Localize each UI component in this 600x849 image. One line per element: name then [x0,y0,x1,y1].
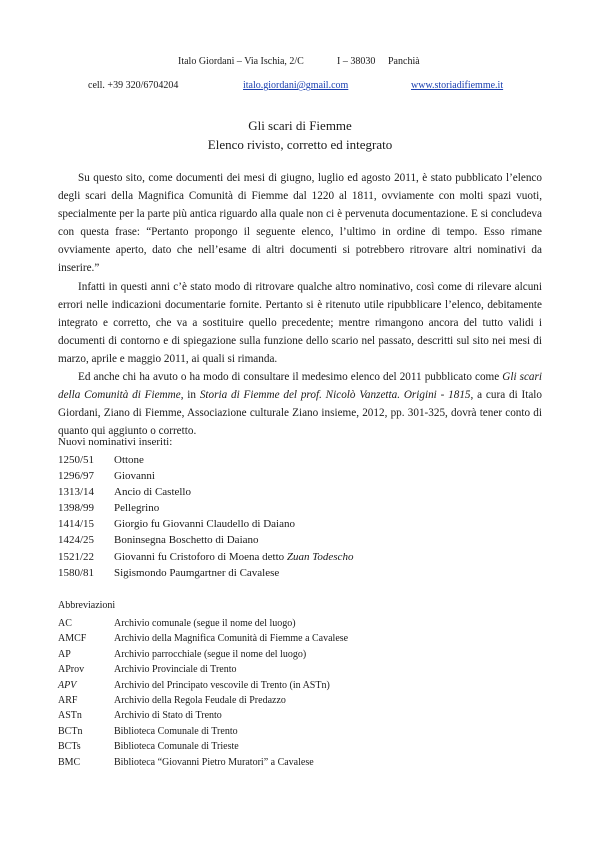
abbreviation-meaning: Biblioteca Comunale di Trieste [114,741,239,753]
paragraph-3-part-b: , in [180,389,200,402]
person-name: Giorgio fu Giovanni Claudello di Daiano [114,518,295,531]
abbreviation-meaning: Archivio comunale (segue il nome del luogo) [114,618,296,629]
person-name: Boninsegna Boschetto di Daiano [114,534,259,547]
years: 1414/15 [58,518,95,531]
document-title: Gli scari di Fiemme [248,118,352,133]
abbreviation-meaning: Archivio di Stato di Trento [114,710,222,722]
paragraph-3 [58,368,542,440]
abbreviation-meaning: Biblioteca Comunale di Trento [114,725,238,737]
abbreviation: AProv [58,664,85,676]
document-subtitle: Elenco rivisto, corretto ed integrato [207,137,393,152]
years: 1521/22 [58,550,95,563]
abbreviation: BCTs [58,741,81,753]
years: 1313/14 [58,486,95,499]
paragraph-3-italic-title: Gli scari della Comunità di Fiemme [58,371,542,402]
abbreviation: APV [58,679,77,691]
paragraph-3-part-c: , a cura di Italo Giordani, Ziano di Fiemme, Associazione culturale Ziano insieme, 2012, pp. 301-325, dovrà tener conto di quanto qui aggiunto o corretto. [58,389,543,438]
abbreviazioni-heading: Abbreviazioni [58,600,116,611]
abbreviation-meaning: Archivio Provinciale di Trento [114,664,237,676]
abbreviation: AP [58,648,71,660]
nominativi-heading: Nuovi nominativi inseriti: [58,436,173,448]
person-name: Ottone [114,454,144,466]
paragraph-1: Su questo sito, come documenti dei mesi di giugno, luglio ed agosto 2011, è stato pubblicato l’elenco degli scari della Magnifica Comunità di Fiemme dal 1220 al 1811, ovviamente con molti spazi vuoti, specialmente per la parte più antica riguardo alla quale non ci è pervenuta documentazione. E si concludeva con questa frase: “Pertanto propongo il seguente elenco, l’ultimo in ordine di tempo. Esso rimane ovviamente aperto, dato che nell’esame di altri documenti si potrebbero ritrovare altri nominativi da inserire.” [58,172,542,275]
abbreviation: BMC [58,756,81,768]
abbreviation-meaning: Archivio della Magnifica Comunità di Fiemme a Cavalese [114,633,349,645]
person-name: Giovanni fu Cristoforo di Moena detto Zuan Todescho [114,550,354,563]
abbreviation-meaning: Archivio del Principato vescovile di Trento (in ASTn) [114,679,330,691]
paragraph-3-italic-book: Storia di Fiemme del prof. Nicolò Vanzetta. Origini - 1815 [199,389,471,402]
abbreviation: AMCF [58,633,87,645]
years: 1398/99 [58,502,95,515]
abbreviation-meaning: Archivio della Regola Feudale di Predazzo [114,694,286,706]
abbreviation-meaning: Archivio parrocchiale (segue il nome del luogo) [114,648,307,660]
paragraph-2: Infatti in questi anni c’è stato modo di ritrovare qualche altro nominativo, così come di rilevare alcuni errori nelle indicazioni documentarie fornite. Pertanto si è ritenuto utile ripubblicare l’elenco, debitamente integrato e corretto, che va a sostituire quello precedente; mentre rimangono ancora del tutto validi i documenti di contorno e di spiegazione sulla funzione dello scario nel passato, descritti sul sito nei mesi di marzo, aprile e maggio 2011, ai quali si rimanda. [58,280,542,365]
author-address: Italo Giordani – Via Ischia, 2/C [178,56,304,67]
abbreviation: ASTn [58,710,82,722]
abbreviation-meaning: Biblioteca “Giovanni Pietro Muratori” a Cavalese [114,756,314,768]
phone-number: cell. +39 320/6704204 [88,80,179,91]
body-text [58,169,542,440]
person-name: Ancio di Castello [114,486,191,499]
years: 1580/81 [58,566,95,579]
email-link[interactable]: italo.giordani@gmail.com [243,80,349,91]
paragraph-3-part-a: Ed anche chi ha avuto o ha modo di consultare il medesimo elenco del 2011 pubblicato come [78,371,503,384]
person-name: Sigismondo Paumgartner di Cavalese [114,566,280,579]
person-name: Pellegrino [114,502,160,515]
abbreviation: ARF [58,694,78,706]
abbreviation: AC [58,618,72,629]
website-link[interactable]: www.storiadifiemme.it [411,80,504,91]
town: Panchià [388,56,420,67]
person-name: Giovanni [114,470,155,483]
years: 1424/25 [58,534,95,547]
years: 1296/97 [58,470,95,483]
abbreviation: BCTn [58,725,83,737]
years: 1250/51 [58,454,95,466]
postal-code: I – 38030 [337,56,376,67]
